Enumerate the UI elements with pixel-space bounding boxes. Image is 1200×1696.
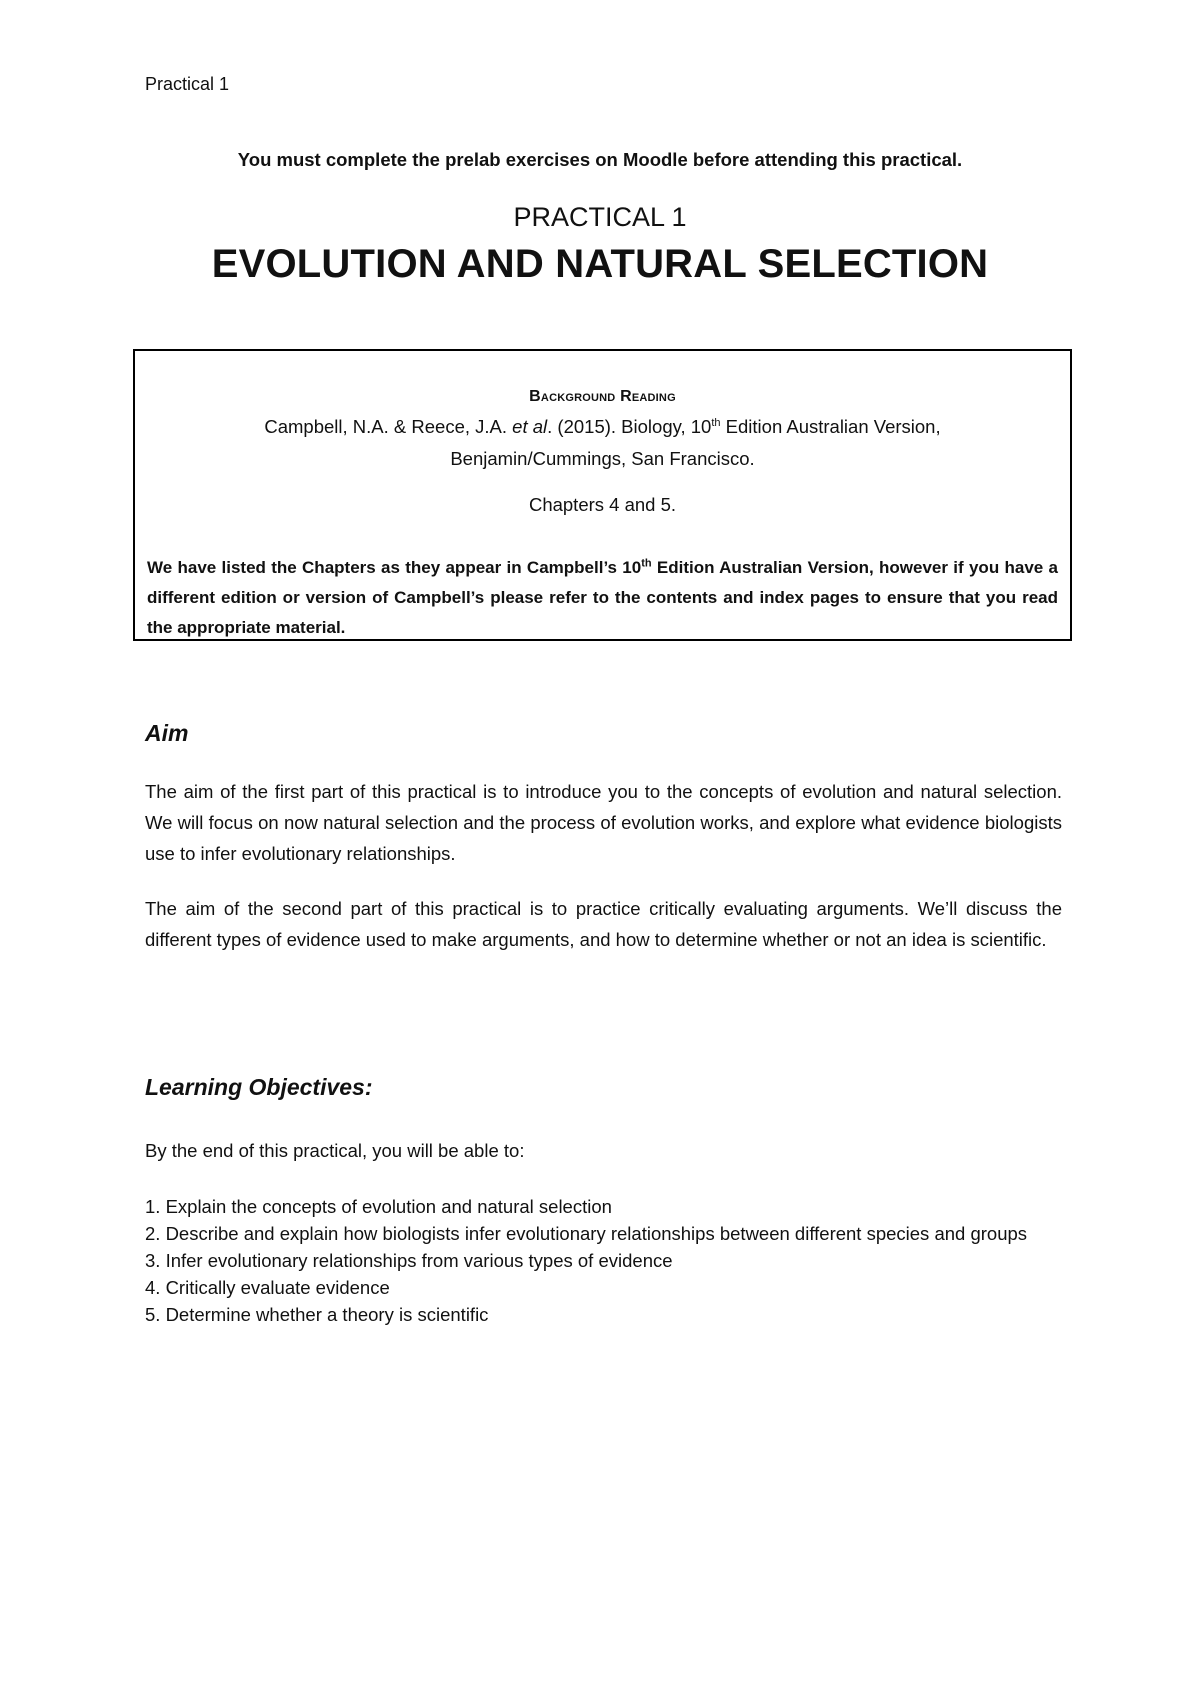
list-item: 2. Describe and explain how biologists infer evolutionary relationships between different species and groups [145, 1223, 1028, 1244]
citation-line-1 [135, 411, 1070, 443]
edition-note-superscript: th [641, 557, 652, 570]
list-item: 5. Determine whether a theory is scientific [145, 1304, 489, 1325]
citation-etal: et al [512, 416, 548, 437]
aim-paragraph-2: The aim of the second part of this practical is to practice critically evaluating arguments. We’ll discuss the different types of evidence used to make arguments, and how to determine whether or not an idea is scientific. [145, 898, 1062, 950]
edition-note-part1: We have listed the Chapters as they appear in Campbell’s 10 [147, 558, 642, 577]
edition-note-part2: Edition Australian Version, however if you have a different edition or version of Campbell’s please refer to the contents and index pages to ensure that you read the appropriate material. [147, 558, 1058, 637]
edition-note [147, 553, 1058, 643]
learning-objectives-heading: Learning Objectives: [145, 1074, 373, 1100]
background-reading-heading: Background Reading [529, 388, 676, 405]
citation-authors: Campbell, N.A. & Reece, J.A. [264, 416, 513, 437]
citation-superscript: th [711, 416, 721, 429]
learning-objectives-intro: By the end of this practical, you will be able to: [145, 1140, 525, 1161]
background-reading-box [133, 349, 1072, 641]
list-item: 1. Explain the concepts of evolution and natural selection [145, 1196, 612, 1217]
list-item: 4. Critically evaluate evidence [145, 1277, 390, 1298]
page-title: EVOLUTION AND NATURAL SELECTION [211, 242, 989, 286]
running-header: Practical 1 [145, 74, 230, 94]
prelab-notice: You must complete the prelab exercises on Moodle before attending this practical. [237, 149, 963, 170]
aim-paragraph-1: The aim of the first part of this practical is to introduce you to the concepts of evolution and natural selection. We will focus on now natural selection and the process of evolution works, and explore what evidence biologists use to infer evolutionary relationships. [145, 781, 1062, 864]
list-item: 3. Infer evolutionary relationships from various types of evidence [145, 1250, 673, 1271]
citation-year-title: . (2015). Biology, 10 [547, 416, 712, 437]
citation-edition: Edition Australian Version, [720, 416, 941, 437]
citation [135, 411, 1070, 475]
practical-number: PRACTICAL 1 [513, 202, 687, 232]
aim-heading: Aim [145, 720, 189, 746]
learning-objectives-list [145, 1193, 1062, 1328]
chapters-text: Chapters 4 and 5. [528, 494, 677, 515]
citation-publisher: Benjamin/Cummings, San Francisco. [450, 448, 755, 469]
